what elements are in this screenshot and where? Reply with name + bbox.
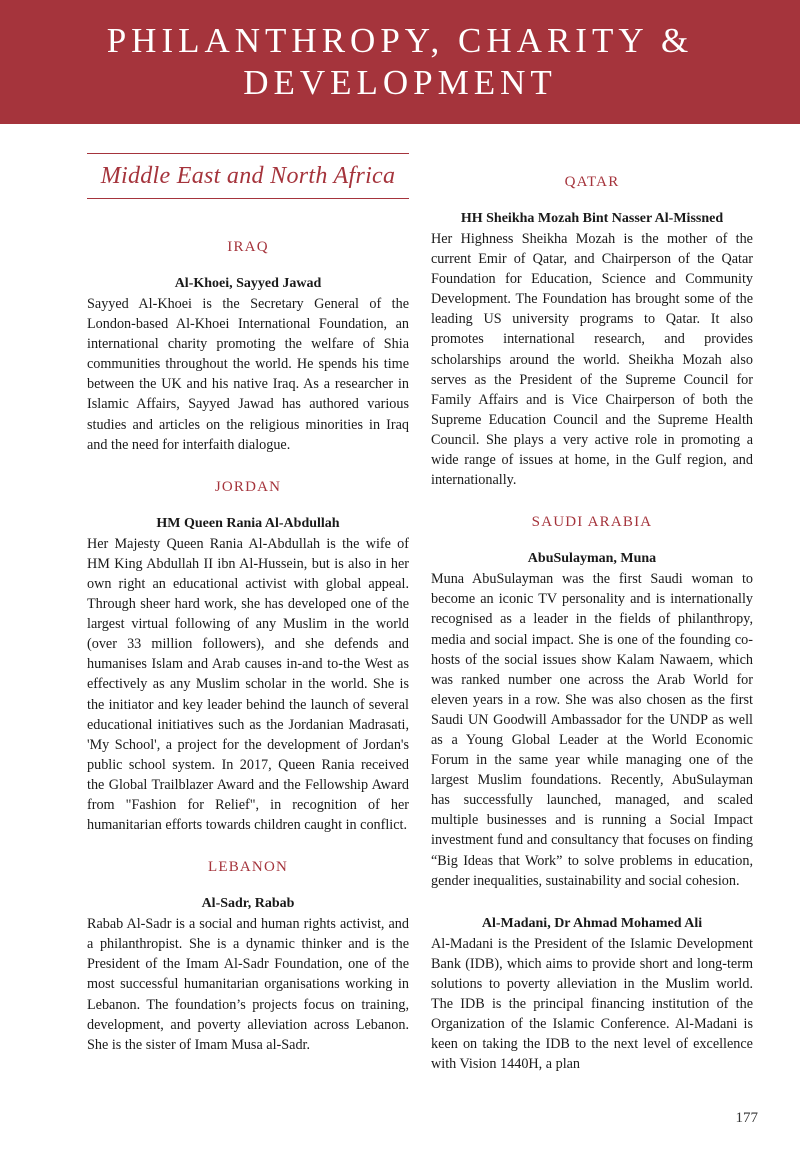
country-section-iraq bbox=[87, 237, 409, 455]
country-heading-jordan: JORDAN bbox=[214, 478, 282, 495]
person-bio: Al-Madani is the President of the Islamic Development Bank (IDB), which aims to provide short and long-term solutions to poverty alleviation in the Muslim world. The IDB is the principal financing institution of the Organization of the Islamic Conference. Al-Madani is keen on taking the IDB to the next level of excellence with Vision 1440H, a plan bbox=[431, 935, 753, 1073]
person-bio: Muna AbuSulayman was the first Saudi woman to become an iconic TV personality and is internationally recognised as a leader in the fields of philanthropy, media and social impact. She is one of the founding co-hosts of the social issues show Kalam Nawaem, which was ranked number one across the Arab World for eleven years in a row. She was also chosen as the first Saudi UN Goodwill Ambassador for the UNDP as well as a Young Global Leader at the World Economic Forum in the same year while managing one of the largest Muslim foundations. Recently, AbuSulayman has successfully launched, managed, and scaled multiple businesses and is running a Social Impact investment fund and consultancy that focuses on finding “Big Ideas that Work” to solve problems in education, gender inequalities, sustainability and social cohesion. bbox=[431, 571, 753, 889]
person-name: AbuSulayman, Muna bbox=[527, 551, 657, 567]
country-heading-saudi-arabia: SAUDI ARABIA bbox=[531, 514, 653, 531]
person-name: Al-Madani, Dr Ahmad Mohamed Ali bbox=[481, 915, 703, 931]
person-name: Al-Khoei, Sayyed Jawad bbox=[174, 276, 322, 291]
person-bio: Sayyed Al-Khoei is the Secretary General of the London-based Al-Khoei International Foundation, an international charity promoting the welfare of Shia communities throughout the world. He spends his time between the UK and his native Iraq. As a researcher in Islamic Affairs, Sayyed Jawad has authored various studies and articles on the religious minorities in Iraq and the need for interfaith dialogue. bbox=[87, 296, 409, 453]
region-heading-box bbox=[87, 153, 409, 199]
country-section-qatar bbox=[431, 172, 753, 490]
country-section-jordan bbox=[87, 477, 409, 835]
country-heading-qatar: QATAR bbox=[564, 174, 620, 190]
person-bio: Her Majesty Queen Rania Al-Abdullah is the wife of HM King Abdullah II ibn Al-Hussein, but is also in her own right an educational activist with global appeal. Through sheer hard work, she has developed one of the largest virtual following of any Muslim in the world (over 33 million followers), and she defends and humanises Islam and Arab causes in-and to-the West as effectively as any Muslim scholar in the world. She is the initiator and key leader behind the launch of several educational initiatives such as the Jordanian Madrasati, 'My School', a project for the development of Jordan's public school system. In 2017, Queen Rania received the Global Trailblazer Award and the Fellowship Award from "Fashion for Relief", in recognition of her humanitarian efforts towards children caught in conflict. bbox=[87, 535, 409, 834]
section-title-line-1: PHILANTHROPY, CHARITY & bbox=[106, 21, 694, 60]
person-bio: Rabab Al-Sadr is a social and human rights activist, and a philanthropist. She is a dynamic thinker and is the President of the Imam Al-Sadr Foundation, one of the most successful humanitarian organisations working in Lebanon. The foundation’s projects focus on training, development, and poverty alleviation across Lebanon. She is the sister of Imam Musa al-Sadr. bbox=[87, 916, 409, 1053]
region-title: Middle East and North Africa bbox=[100, 162, 396, 189]
country-section-lebanon bbox=[87, 857, 409, 1055]
person-name: HH Sheikha Mozah Bint Nasser Al-Missned bbox=[460, 211, 724, 226]
section-header-banner bbox=[0, 0, 800, 124]
country-heading-iraq: IRAQ bbox=[227, 239, 269, 255]
person-bio: Her Highness Sheikha Mozah is the mother of the current Emir of Qatar, and Chairperson of the Qatar Foundation for Education, Science and Community Development. The Foundation has brought some of the leading US university programs to Qatar. It also promotes international research, and provides scholarships around the world. Sheikha Mozah also serves as the President of the Supreme Council for Family Affairs and is Vice Chairperson of both the Supreme Education Council and the Supreme Health Council. She plays a very active role in promoting a wide range of issues at home, in the Gulf region, and internationally. bbox=[431, 231, 753, 489]
section-title-line-2: DEVELOPMENT bbox=[243, 63, 557, 102]
country-heading-lebanon: LEBANON bbox=[207, 859, 289, 876]
left-column bbox=[87, 150, 409, 1055]
person-name: Al-Sadr, Rabab bbox=[201, 896, 295, 912]
person-name: HM Queen Rania Al-Abdullah bbox=[156, 515, 340, 531]
right-column bbox=[431, 172, 753, 1074]
page-number: 177 bbox=[735, 1110, 758, 1126]
country-section-saudi-arabia bbox=[431, 512, 753, 1074]
